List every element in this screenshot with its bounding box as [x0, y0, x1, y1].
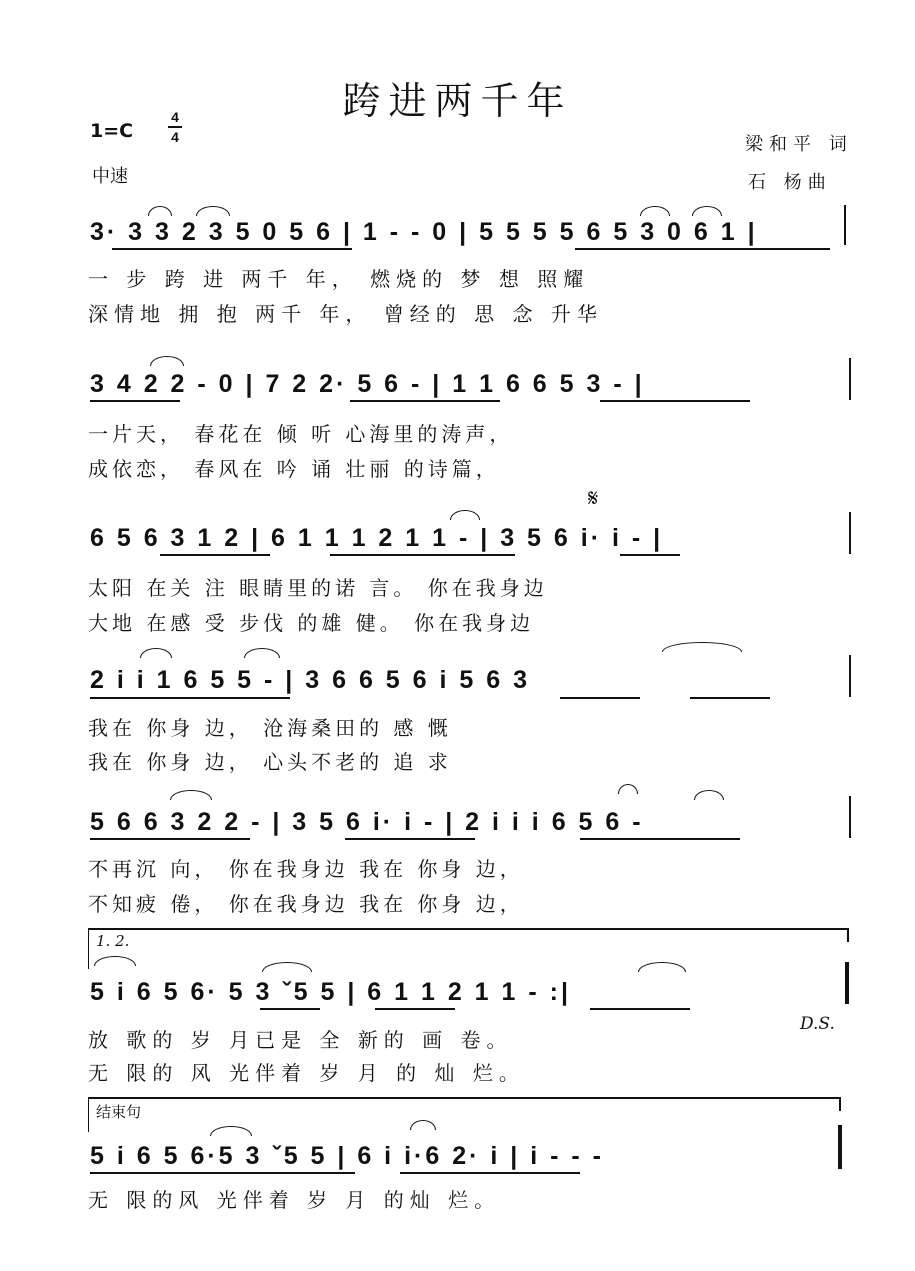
barline — [849, 796, 851, 838]
lyricist-credit: 梁和平 词 — [745, 134, 853, 155]
slur — [640, 206, 670, 216]
lyric-line-2: 深情地 拥 抱 两千 年， 曾经的 思 念 升华 — [88, 302, 603, 326]
song-title: 跨进两千年 — [342, 79, 573, 123]
slur — [196, 206, 230, 216]
beam-underline — [400, 1172, 580, 1174]
volta-label: 1. 2. — [96, 932, 130, 950]
lyric-line-2: 成依恋， 春风在 吟 诵 壮丽 的诗篇， — [88, 457, 500, 481]
slur — [140, 648, 172, 658]
beam-underline — [560, 697, 640, 699]
barline — [849, 358, 851, 400]
beam-underline — [690, 697, 770, 699]
lyric-line-1: 一片天， 春花在 倾 听 心海里的涛声， — [88, 422, 514, 446]
slur — [692, 206, 722, 216]
slur — [170, 790, 212, 800]
beam-underline — [160, 554, 270, 556]
beam-underline — [620, 554, 680, 556]
slur — [148, 206, 172, 216]
slur — [662, 642, 742, 652]
segno-sign: 𝄋 — [588, 484, 599, 512]
lyric-line-1: 不再沉 向， 你在我身边 我在 你身 边， — [88, 857, 524, 881]
ending-line — [88, 1097, 840, 1099]
key-signature: 1=C — [90, 120, 134, 142]
notation-row-7: 5 i 6 5 6·5 3 ˇ5 5 | 6 i i·6 2· i | i - - - — [90, 1142, 604, 1170]
time-signature-top: 4 — [171, 109, 179, 125]
beam-underline — [260, 1008, 320, 1010]
lyric-line-1: 太阳 在关 注 眼睛里的诺 言。 你在我身边 — [88, 576, 548, 600]
beam-underline — [375, 1008, 455, 1010]
slur — [94, 956, 136, 966]
slur — [244, 648, 280, 658]
beam-underline — [580, 838, 740, 840]
lyric-line-1: 一 步 跨 进 两千 年， 燃烧的 梦 想 照耀 — [88, 267, 590, 291]
repeat-barline — [845, 962, 849, 1004]
slur — [638, 962, 686, 972]
notation-row-1: 3· 3 3 2 3 5 0 5 6 | 1 - - 0 | 5 5 5 5 6 5 3 0 6 1 | — [90, 218, 758, 246]
notation-row-3: 6 5 6 3 1 2 | 6 1 1 1 2 1 1 - | 3 5 6 i· i - | — [90, 524, 664, 552]
slur — [210, 1126, 252, 1136]
lyric-line-1: 放 歌的 岁 月已是 全 新的 画 卷。 — [88, 1028, 513, 1052]
notation-row-6: 5 i 6 5 6· 5 3 ˇ5 5 | 6 1 1 2 1 1 - :| — [90, 978, 571, 1006]
beam-underline — [350, 400, 500, 402]
ending-end — [839, 1097, 841, 1111]
beam-underline — [575, 248, 830, 250]
tempo-marking: 中速 — [92, 166, 128, 187]
final-barline — [838, 1125, 842, 1169]
slur — [450, 510, 480, 520]
slur — [618, 784, 638, 794]
ending-label: 结束句 — [96, 1103, 142, 1121]
time-signature-line — [168, 126, 182, 128]
slur — [150, 356, 184, 366]
notation-row-2: 3 4 2 2 - 0 | 7 2 2· 5 6 - | 1 1 6 6 5 3 - | — [90, 370, 645, 398]
slur — [262, 962, 312, 972]
beam-underline — [112, 248, 352, 250]
beam-underline — [90, 697, 290, 699]
beam-underline — [600, 400, 750, 402]
beam-underline — [90, 838, 250, 840]
barline — [849, 655, 851, 697]
lyric-line-2: 大地 在感 受 步伐 的雄 健。 你在我身边 — [88, 611, 535, 635]
volta-line — [88, 928, 848, 930]
beam-underline — [90, 400, 180, 402]
beam-underline — [345, 838, 475, 840]
lyric-line-1: 无 限的风 光伴着 岁 月 的灿 烂。 — [88, 1188, 501, 1212]
time-signature-bottom: 4 — [171, 129, 179, 145]
lyric-line-1: 我在 你身 边， 沧海桑田的 感 慨 — [88, 716, 452, 740]
slur — [410, 1120, 436, 1130]
dal-segno: D.S. — [800, 1014, 835, 1034]
slur — [694, 790, 724, 800]
lyric-line-2: 不知疲 倦， 你在我身边 我在 你身 边， — [88, 892, 524, 916]
notation-row-5: 5 6 6 3 2 2 - | 3 5 6 i· i - | 2 i i i 6 5 6 - — [90, 808, 644, 836]
beam-underline — [330, 554, 515, 556]
composer-credit: 石 杨曲 — [748, 172, 832, 193]
barline — [849, 512, 851, 554]
beam-underline — [90, 1172, 355, 1174]
volta-end — [847, 928, 849, 942]
lyric-line-2: 我在 你身 边， 心头不老的 追 求 — [88, 750, 452, 774]
barline — [844, 205, 846, 245]
beam-underline — [590, 1008, 690, 1010]
lyric-line-2: 无 限的 风 光伴着 岁 月 的 灿 烂。 — [88, 1061, 525, 1085]
notation-row-4: 2 i i 1 6 5 5 - | 3 6 6 5 6 i 5 6 3 — [90, 666, 530, 694]
